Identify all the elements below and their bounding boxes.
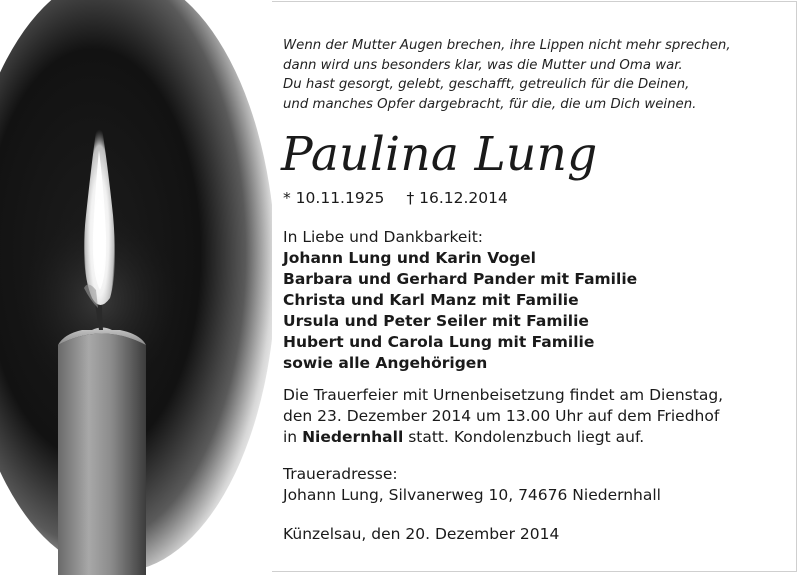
mourner-entry: Hubert und Carola Lung mit Familie (283, 333, 595, 351)
birth-date: * 10.11.1925 (283, 189, 385, 207)
mourning-address (283, 464, 661, 506)
service-prefix: in (283, 428, 303, 446)
poem-line: dann wird uns besonders klar, was die Mutter und Oma war. (283, 57, 683, 73)
mourner-entry: Christa und Karl Manz mit Familie (283, 291, 579, 309)
life-dates (283, 188, 508, 208)
candle-image (0, 0, 272, 575)
thanks-intro: In Liebe und Dankbarkeit: (283, 228, 484, 246)
service-line: Die Trauerfeier mit Urnenbeisetzung findet am Dienstag, (283, 386, 724, 404)
mourner-entry: Johann Lung und Karin Vogel (283, 249, 536, 267)
place-and-date: Künzelsau, den 20. Dezember 2014 (283, 525, 560, 543)
candle-illustration (0, 0, 272, 575)
poem-line: Du hast gesorgt, gelebt, geschafft, getreulich für die Deinen, (283, 77, 690, 92)
service-suffix: statt. Kondolenzbuch liegt auf. (403, 428, 645, 446)
deceased-name: Paulina Lung (281, 127, 598, 182)
service-place: Niedernhall (302, 428, 404, 446)
memorial-poem (283, 36, 783, 114)
poem-line: Wenn der Mutter Augen brechen, ihre Lippen nicht mehr sprechen, (283, 38, 731, 53)
mourner-entry: Ursula und Peter Seiler mit Familie (283, 312, 589, 330)
mourner-entry: Barbara und Gerhard Pander mit Familie (283, 270, 638, 288)
address-value: Johann Lung, Silvanerweg 10, 74676 Niedernhall (283, 486, 661, 504)
death-date: † 16.12.2014 (406, 189, 508, 207)
candle-icon (58, 302, 146, 575)
poem-line: und manches Opfer dargebracht, für die, die um Dich weinen. (283, 96, 697, 112)
service-line (283, 427, 723, 448)
mourners-block (283, 227, 637, 374)
mourner-entry: sowie alle Angehörigen (283, 354, 488, 372)
address-label: Traueradresse: (283, 465, 398, 483)
funeral-service-info (283, 385, 723, 448)
service-line: den 23. Dezember 2014 um 13.00 Uhr auf dem Friedhof (283, 407, 720, 425)
